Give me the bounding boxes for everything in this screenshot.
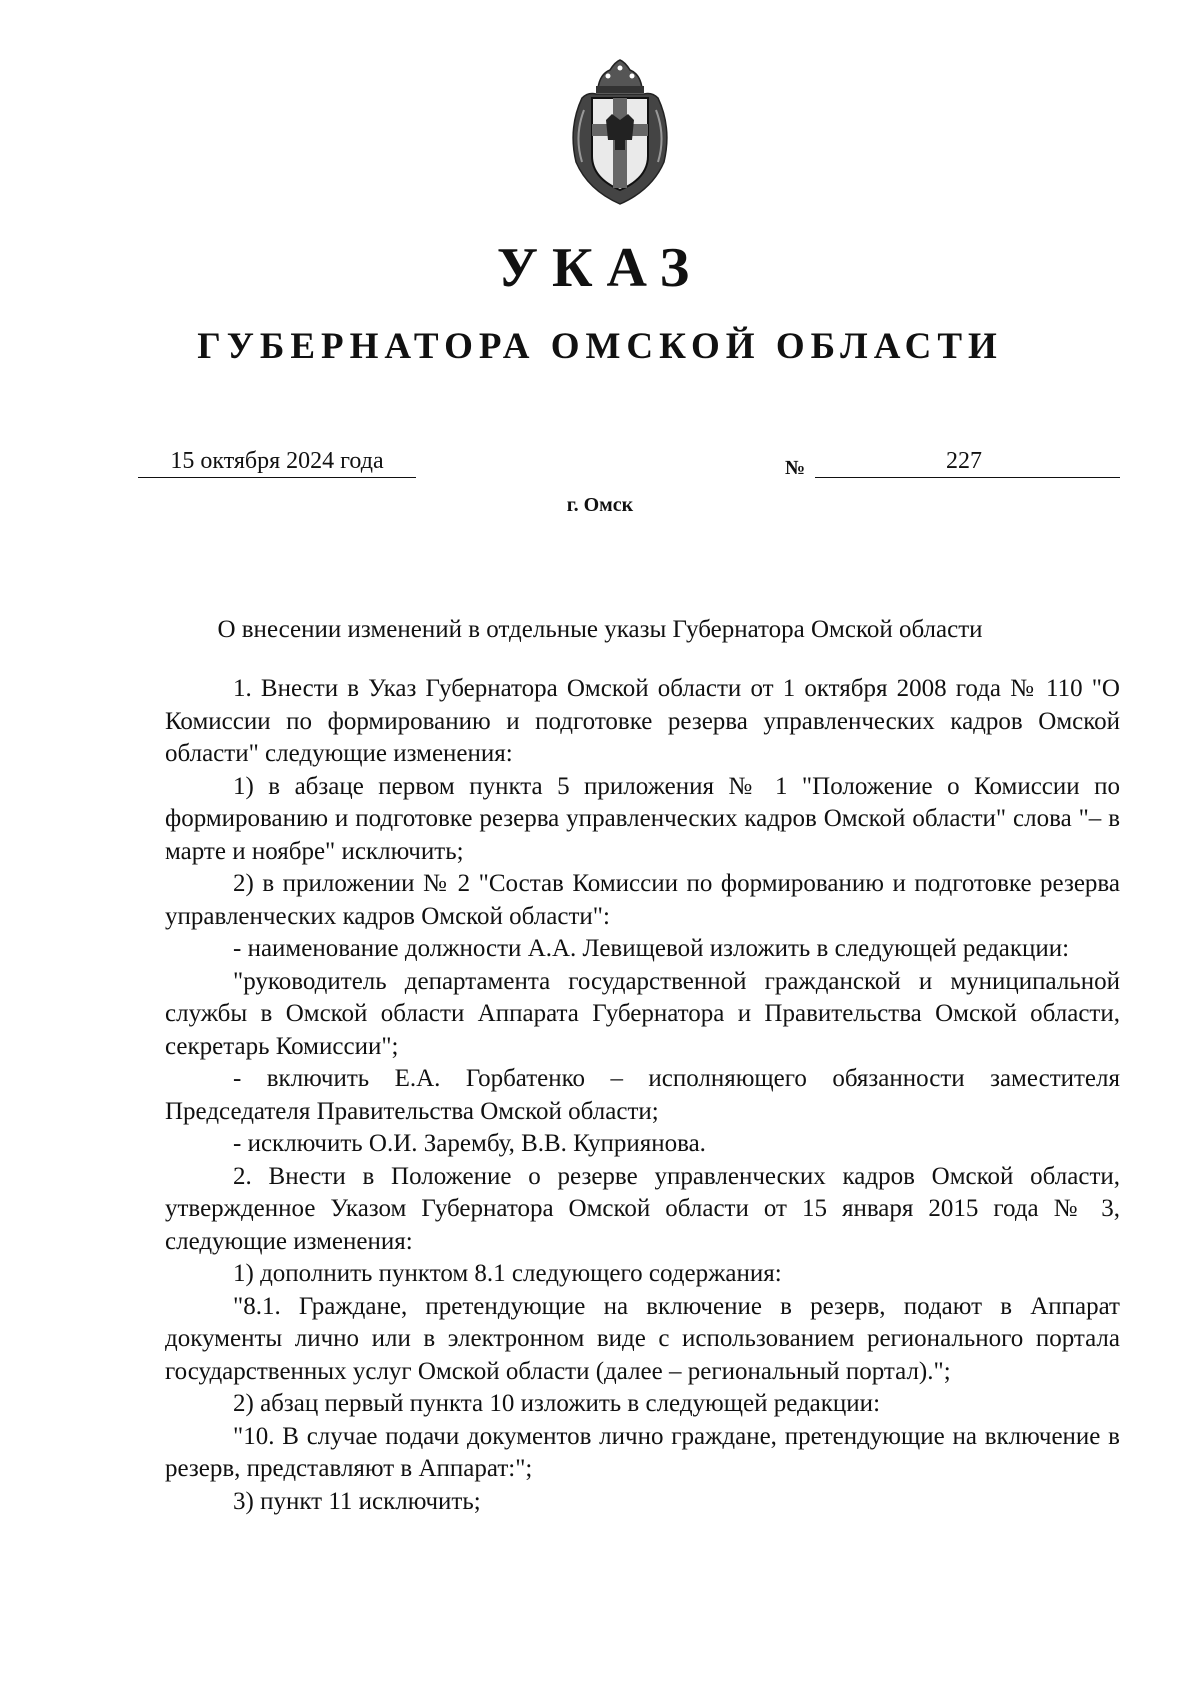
paragraph: 2) в приложении № 2 "Состав Комиссии по формированию и подготовке резерва управленческих кадров Омской области": <box>165 870 1120 930</box>
document-heading: О внесении изменений в отдельные указы Губернатора Омской области <box>217 616 983 643</box>
paragraph: - наименование должности А.А. Левищевой изложить в следующей редакции: <box>233 935 1070 962</box>
document-subtitle: ГУБЕРНАТОРА ОМСКОЙ ОБЛАСТИ <box>197 326 1003 367</box>
paragraph: "10. В случае подачи документов лично граждане, претендующие на включение в резерв, представляют в Аппарат:"; <box>165 1422 1120 1482</box>
paragraph: 3) пункт 11 исключить; <box>233 1487 481 1515</box>
document-body <box>165 673 1120 1518</box>
document-city: г. Омск <box>566 494 634 516</box>
document-number-field <box>815 445 1120 478</box>
paragraph: 1) дополнить пунктом 8.1 следующего содержания: <box>233 1260 782 1287</box>
paragraph: - исключить О.И. Зарембу, В.В. Куприянова. <box>233 1130 706 1157</box>
paragraph: - включить Е.А. Горбатенко – исполняющего обязанности заместителя Председателя Правительства Омской области; <box>165 1065 1120 1125</box>
omsk-oblast-coat-of-arms-icon <box>560 58 680 208</box>
document-number: 227 <box>946 448 982 474</box>
paragraph: 2) абзац первый пункта 10 изложить в следующей редакции: <box>233 1390 881 1417</box>
paragraph: "8.1. Граждане, претендующие на включение в резерв, подают в Аппарат документы лично или в электронном виде с использованием регионального портала государственных услуг Омской области (далее – региональный портал)."; <box>165 1292 1120 1385</box>
document-title: УКАЗ <box>496 237 704 299</box>
paragraph: 2. Внести в Положение о резерве управленческих кадров Омской области, утвержденное Указом Губернатора Омской области от 15 января 2015 года № 3, следующие изменения: <box>165 1162 1120 1255</box>
paragraph: 1. Внести в Указ Губернатора Омской области от 1 октября 2008 года № 110 "О Комиссии по формированию и подготовке резерва управленческих кадров Омской области" следующие изменения: <box>165 675 1120 767</box>
document-number-label: № <box>785 457 806 479</box>
paragraph: 1) в абзаце первом пункта 5 приложения № 1 "Положение о Комиссии по формированию и подготовке резерва управленческих кадров Омской области" слова "– в марте и ноябре" исключить; <box>165 772 1120 865</box>
document-date: 15 октября 2024 года <box>138 445 416 478</box>
paragraph: "руководитель департамента государственной гражданской и муниципальной службы в Омской области Аппарата Губернатора и Правительства Омской области, секретарь Комиссии"; <box>165 967 1120 1060</box>
